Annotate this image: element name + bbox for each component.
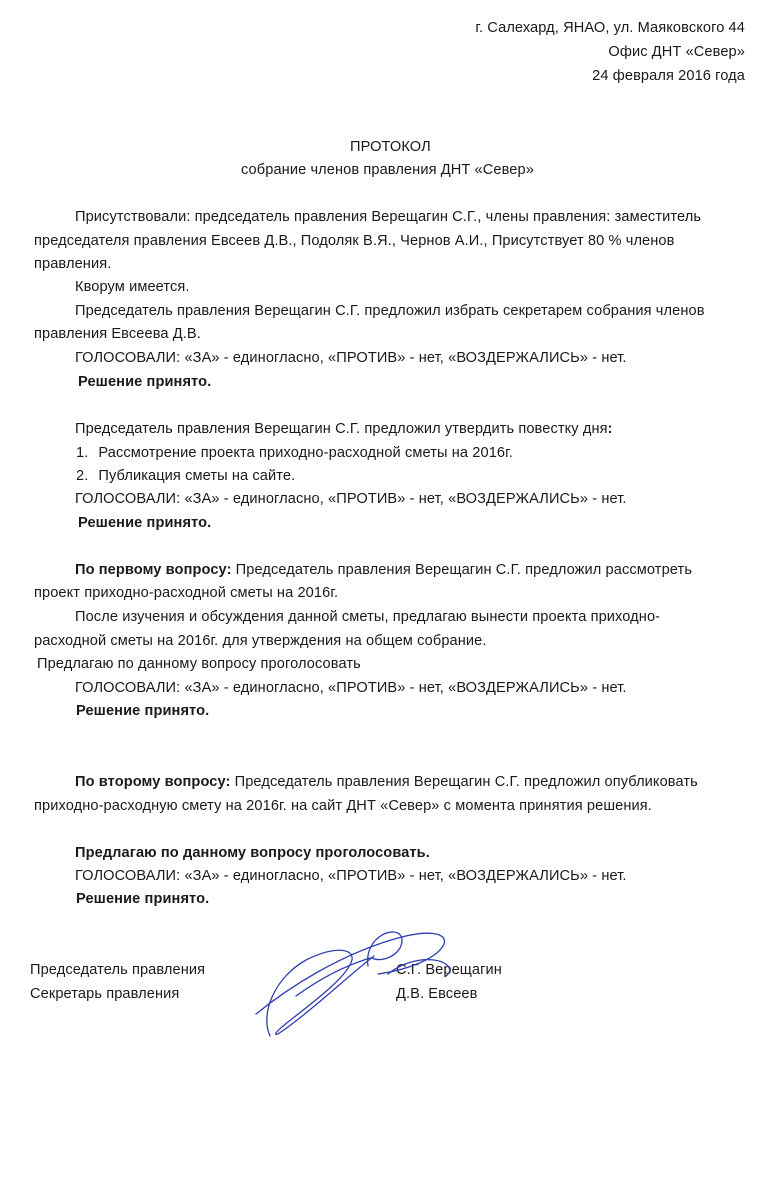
agenda-item xyxy=(76,443,513,463)
chair-name: С.Г. Верещагин xyxy=(396,962,502,978)
header-office: Офис ДНТ «Север» xyxy=(608,44,745,60)
agenda-intro-text: Председатель правления Верещагин С.Г. предложил утвердить повестку дня xyxy=(75,421,608,437)
agenda-intro-colon: : xyxy=(607,421,613,437)
question-2-line-1 xyxy=(75,772,698,792)
decision-4: Решение принято. xyxy=(76,891,210,907)
signature-stroke xyxy=(256,933,444,1014)
attendance-line-1: Присутствовали: председатель правления Верещагин С.Г., члены правления: заместитель xyxy=(75,209,702,225)
document-subtitle: собрание членов правления ДНТ «Север» xyxy=(241,162,534,178)
header-address: г. Салехард, ЯНАО, ул. Маяковского 44 xyxy=(475,20,745,36)
question-2-line-2: приходно-расходную смету на 2016г. на сайт ДНТ «Север» с момента принятия решения. xyxy=(34,798,652,814)
question-1-text: Председатель правления Верещагин С.Г. предложил рассмотреть xyxy=(231,562,693,578)
document-title: ПРОТОКОЛ xyxy=(350,139,431,155)
secretary-proposal-line-2: правления Евсеева Д.В. xyxy=(34,326,201,342)
signature-stroke xyxy=(368,932,402,966)
chair-role: Председатель правления xyxy=(30,962,206,978)
attendance-line-3: правления. xyxy=(34,256,112,272)
secretary-role: Секретарь правления xyxy=(30,986,180,1002)
question-1-line-1 xyxy=(75,560,692,580)
question-1-line-5: Предлагаю по данному вопросу проголосовать xyxy=(37,656,361,672)
vote-result-3: ГОЛОСОВАЛИ: «ЗА» - единогласно, «ПРОТИВ» - нет, «ВОЗДЕРЖАЛИСЬ» - нет. xyxy=(75,680,627,696)
question-1-line-2: проект приходно-расходной сметы на 2016г. xyxy=(34,585,339,601)
question-2-text: Председатель правления Верещагин С.Г. предложил опубликовать xyxy=(230,774,698,790)
question-1-label: По первому вопросу: xyxy=(75,562,232,578)
handwritten-signature xyxy=(248,918,468,1048)
attendance-line-2: председателя правления Евсеев Д.В., Подоляк В.Я., Чернов А.И., Присутствует 80 % членов xyxy=(34,233,675,249)
question-2-proposal: Предлагаю по данному вопросу проголосовать. xyxy=(75,845,430,861)
agenda-intro xyxy=(75,419,613,439)
secretary-proposal-line-1: Председатель правления Верещагин С.Г. предложил избрать секретарем собрания членов xyxy=(75,303,705,319)
vote-result-1: ГОЛОСОВАЛИ: «ЗА» - единогласно, «ПРОТИВ» - нет, «ВОЗДЕРЖАЛИСЬ» - нет. xyxy=(75,350,627,366)
vote-result-2: ГОЛОСОВАЛИ: «ЗА» - единогласно, «ПРОТИВ» - нет, «ВОЗДЕРЖАЛИСЬ» - нет. xyxy=(75,491,627,507)
agenda-item-number: 2. xyxy=(76,468,89,484)
decision-3: Решение принято. xyxy=(76,703,210,719)
signature-stroke xyxy=(388,960,450,976)
question-2-label: По второму вопросу: xyxy=(75,774,231,790)
header-date: 24 февраля 2016 года xyxy=(592,68,745,84)
quorum-text: Кворум имеется. xyxy=(75,279,190,295)
decision-2: Решение принято. xyxy=(78,515,212,531)
agenda-item-number: 1. xyxy=(76,445,89,461)
signature-strokes xyxy=(256,932,450,1036)
secretary-name: Д.В. Евсеев xyxy=(396,986,478,1002)
decision-1: Решение принято. xyxy=(78,374,212,390)
agenda-item-text: Публикация сметы на сайте. xyxy=(98,468,296,484)
agenda-item-text: Рассмотрение проекта приходно-расходной сметы на 2016г. xyxy=(98,445,513,461)
agenda-item xyxy=(76,466,295,486)
vote-result-4: ГОЛОСОВАЛИ: «ЗА» - единогласно, «ПРОТИВ» - нет, «ВОЗДЕРЖАЛИСЬ» - нет. xyxy=(75,868,627,884)
question-1-line-4: расходной сметы на 2016г. для утверждения на общем собрание. xyxy=(34,633,487,649)
question-1-line-3: После изучения и обсуждения данной сметы, предлагаю вынести проекта приходно- xyxy=(75,609,661,625)
